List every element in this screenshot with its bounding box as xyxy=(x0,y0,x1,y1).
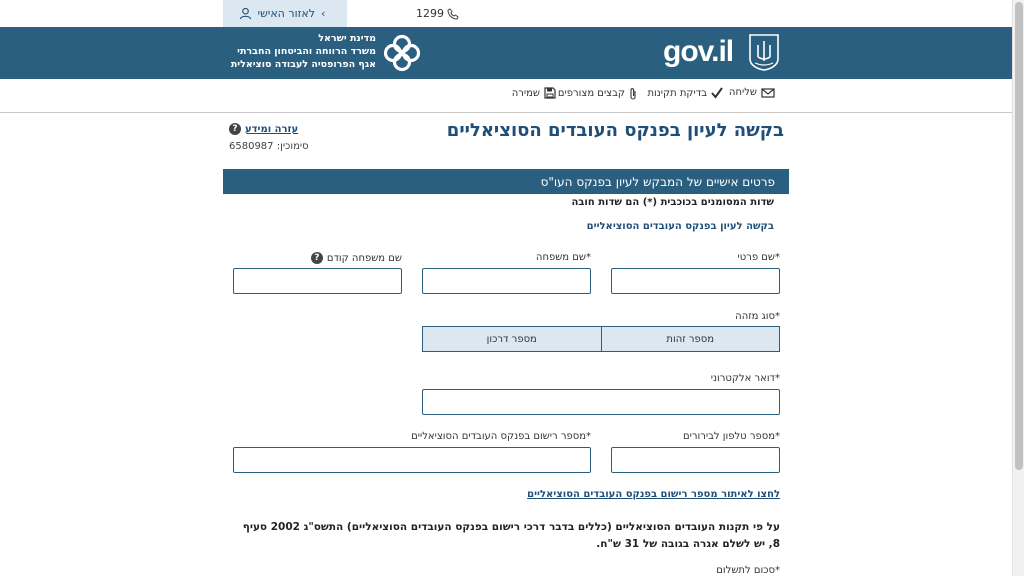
id-type-label xyxy=(735,311,780,322)
form-subheading: בקשה לעיון בפנקס העובדים הסוציאליים xyxy=(586,221,774,232)
ministry-line-1: מדינת ישראל xyxy=(318,33,376,44)
first-name-label-text: *שם פרטי xyxy=(737,252,780,263)
ministry-line-3: אגף הפרופסיה לעבודה סוציאלית xyxy=(230,59,376,70)
validate-button[interactable] xyxy=(647,87,723,99)
attachments-label: קבצים מצורפים xyxy=(557,88,625,99)
phone-label-text: *מספר טלפון לבירורים xyxy=(683,431,780,442)
help-question-icon: ? xyxy=(229,123,241,135)
registration-number-input[interactable] xyxy=(233,447,591,473)
validate-label: בדיקת תקינות xyxy=(647,87,707,99)
attachments-button[interactable] xyxy=(558,87,637,100)
registration-number-label xyxy=(411,431,591,442)
paperclip-icon xyxy=(629,87,637,100)
page-title: בקשה לעיון בפנקס העובדים הסוציאליים xyxy=(446,120,784,141)
chevron-left-icon: › xyxy=(320,7,326,20)
save-label: שמירה xyxy=(511,87,540,99)
phone-label xyxy=(683,431,780,442)
ministry-branding xyxy=(230,31,426,75)
id-type-toggle xyxy=(422,326,780,352)
last-name-input[interactable] xyxy=(422,268,591,294)
registration-number-label-text: *מספר רישום בפנקס העובדים הסוציאליים xyxy=(411,431,591,442)
ministry-name xyxy=(230,32,376,71)
email-label xyxy=(711,373,780,384)
personal-area-label: לאזור האישי xyxy=(257,7,315,20)
phone-input[interactable] xyxy=(611,447,780,473)
first-name-label xyxy=(737,252,780,263)
previous-last-name-label xyxy=(311,252,402,264)
top-utility-bar xyxy=(0,0,1012,27)
phone-contact[interactable] xyxy=(416,5,459,22)
last-name-label-text: *שם משפחה xyxy=(535,252,591,263)
state-emblem-icon xyxy=(747,33,781,71)
form-toolbar xyxy=(0,79,1012,113)
fee-regulation-note: על פי תקנות העובדים הסוציאליים (כללים בדבר דרכי רישום בפנקס העובדים הסוציאליים) התשס"ג 2002 סעיף 8, יש לשלם אגרה בגובה של 31 ש"ח. xyxy=(242,521,780,550)
help-info[interactable] xyxy=(229,123,298,135)
ministry-logo-icon xyxy=(382,33,422,73)
checkmark-icon xyxy=(711,87,723,99)
scrollbar-thumb[interactable] xyxy=(1015,2,1023,470)
user-icon xyxy=(239,7,252,20)
gov-il-wordmark: gov.il xyxy=(663,35,734,68)
previous-last-name-input[interactable] xyxy=(233,268,402,294)
first-name-input[interactable] xyxy=(611,268,780,294)
email-label-text: *דואר אלקטרוני xyxy=(710,373,780,384)
section-header xyxy=(223,169,789,194)
save-disk-icon xyxy=(544,87,556,99)
phone-number: 1299 xyxy=(416,7,444,20)
passport-number-option[interactable]: מספר דרכון xyxy=(423,327,601,351)
send-label: שליחה xyxy=(728,87,757,98)
ministry-line-2: משרד הרווחה והביטחון החברתי xyxy=(237,46,376,57)
last-name-label xyxy=(536,252,591,263)
email-input[interactable] xyxy=(422,389,780,415)
send-button[interactable] xyxy=(729,87,775,98)
phone-icon xyxy=(447,8,459,20)
personal-area-link[interactable] xyxy=(223,0,347,27)
payment-amount-label: *סכום לתשלום xyxy=(716,565,780,576)
send-icon xyxy=(761,88,775,98)
section-title: פרטים אישיים של המבקש לעיון בפנקס העו"ס xyxy=(540,174,775,189)
required-fields-note: שדות המסומנים בכוכבית (*) הם שדות חובה xyxy=(571,197,774,208)
id-type-label-text: *סוג מזהה xyxy=(735,311,780,322)
help-info-link[interactable]: עזרה ומידע xyxy=(245,123,299,135)
page-scrollbar[interactable] xyxy=(1012,0,1024,576)
reference-number: סימוכין: 6580987 xyxy=(229,141,309,152)
site-header xyxy=(0,27,1012,79)
locate-registration-link[interactable]: לחצו לאיתור מספר רישום בפנקס העובדים הסוציאליים xyxy=(527,489,780,500)
save-button[interactable] xyxy=(512,87,556,99)
previous-last-name-label-text: שם משפחה קודם xyxy=(326,252,402,264)
id-number-option[interactable]: מספר זהות xyxy=(601,327,780,351)
help-question-icon[interactable]: ? xyxy=(311,252,323,264)
gov-il-logo[interactable] xyxy=(663,33,781,71)
